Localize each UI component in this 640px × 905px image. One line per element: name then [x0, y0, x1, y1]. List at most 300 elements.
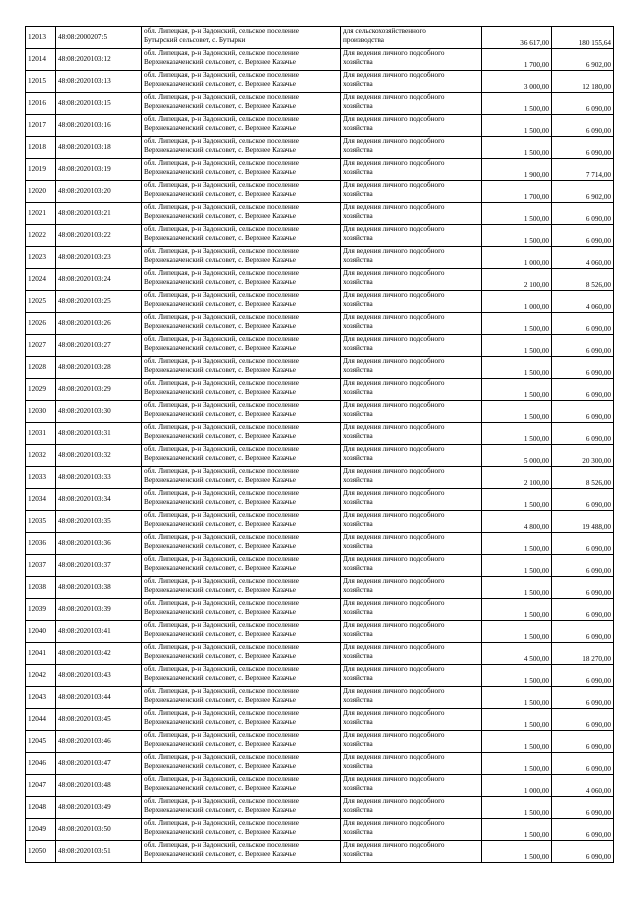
address-cell: [142, 225, 341, 247]
address-cell: [142, 335, 341, 357]
cadastral-number-cell: 48:08:2020103:25: [56, 291, 142, 313]
address-cell: [142, 181, 341, 203]
land-use-line-2: хозяйства: [343, 674, 373, 682]
row-number-cell: 12046: [26, 753, 56, 775]
area-cell: 4 800,00: [482, 511, 552, 533]
land-use-line-2: хозяйства: [343, 476, 373, 484]
address-cell: [142, 533, 341, 555]
row-number-cell: 12049: [26, 819, 56, 841]
cadastral-cost-cell: 18 270,00: [552, 643, 614, 665]
row-number-cell: 12013: [26, 27, 56, 49]
row-number-cell: 12026: [26, 313, 56, 335]
cadastral-number-cell: 48:08:2000207:5: [56, 27, 142, 49]
address-line-2: Верхнеказаченский сельсовет, с. Верхнее Казачье: [144, 828, 296, 836]
cadastral-cost-cell: 6 090,00: [552, 423, 614, 445]
area-cell: 1 000,00: [482, 291, 552, 313]
cadastral-cost-cell: 8 526,00: [552, 269, 614, 291]
address-cell: [142, 467, 341, 489]
address-cell: [142, 137, 341, 159]
cadastral-cost-cell: 6 090,00: [552, 93, 614, 115]
table-row: [26, 401, 614, 423]
area-cell: 1 500,00: [482, 577, 552, 599]
land-use-line-2: хозяйства: [343, 366, 373, 374]
address-line-2: Верхнеказаченский сельсовет, с. Верхнее Казачье: [144, 432, 296, 440]
cadastral-number-cell: 48:08:2020103:50: [56, 819, 142, 841]
land-use-line-2: хозяйства: [343, 806, 373, 814]
land-use-line-1: Для ведения личного подсобного: [343, 687, 445, 695]
cadastral-cost-cell: 6 090,00: [552, 797, 614, 819]
table-row: [26, 379, 614, 401]
table-row: [26, 555, 614, 577]
address-cell: [142, 313, 341, 335]
cadastral-number-cell: 48:08:2020103:36: [56, 533, 142, 555]
address-line-2: Верхнеказаченский сельсовет, с. Верхнее Казачье: [144, 58, 296, 66]
cadastral-cost-cell: 6 090,00: [552, 335, 614, 357]
cadastral-number-cell: 48:08:2020103:41: [56, 621, 142, 643]
cadastral-cost-cell: 180 155,64: [552, 27, 614, 49]
address-line-2: Бутырский сельсовет, с. Бутырки: [144, 36, 246, 44]
address-line-1: обл. Липецкая, р-н Задонский, сельское поселение: [144, 269, 299, 277]
table-row: [26, 313, 614, 335]
land-use-line-2: хозяйства: [343, 300, 373, 308]
land-use-cell: [341, 181, 482, 203]
cadastral-cost-cell: 6 090,00: [552, 555, 614, 577]
address-line-2: Верхнеказаченский сельсовет, с. Верхнее Казачье: [144, 784, 296, 792]
address-line-1: обл. Липецкая, р-н Задонский, сельское поселение: [144, 379, 299, 387]
cadastral-cost-cell: 4 060,00: [552, 775, 614, 797]
address-line-2: Верхнеказаченский сельсовет, с. Верхнее Казачье: [144, 278, 296, 286]
address-cell: [142, 599, 341, 621]
address-cell: [142, 247, 341, 269]
cadastral-number-cell: 48:08:2020103:19: [56, 159, 142, 181]
land-use-line-1: Для ведения личного подсобного: [343, 775, 445, 783]
land-use-cell: [341, 247, 482, 269]
area-cell: 1 500,00: [482, 489, 552, 511]
address-line-2: Верхнеказаченский сельсовет, с. Верхнее Казачье: [144, 256, 296, 264]
address-line-2: Верхнеказаченский сельсовет, с. Верхнее Казачье: [144, 344, 296, 352]
table-row: [26, 291, 614, 313]
table-row: [26, 49, 614, 71]
address-line-1: обл. Липецкая, р-н Задонский, сельское поселение: [144, 687, 299, 695]
address-line-2: Верхнеказаченский сельсовет, с. Верхнее Казачье: [144, 410, 296, 418]
area-cell: 1 500,00: [482, 379, 552, 401]
address-line-2: Верхнеказаченский сельсовет, с. Верхнее Казачье: [144, 696, 296, 704]
row-number-cell: 12014: [26, 49, 56, 71]
land-use-cell: [341, 27, 482, 49]
area-cell: 1 900,00: [482, 159, 552, 181]
land-use-cell: [341, 467, 482, 489]
land-use-line-2: хозяйства: [343, 80, 373, 88]
land-use-cell: [341, 269, 482, 291]
address-line-1: обл. Липецкая, р-н Задонский, сельское поселение: [144, 643, 299, 651]
cadastral-cost-cell: 6 090,00: [552, 753, 614, 775]
land-use-line-1: Для ведения личного подсобного: [343, 555, 445, 563]
cadastral-number-cell: 48:08:2020103:13: [56, 71, 142, 93]
address-line-2: Верхнеказаченский сельсовет, с. Верхнее Казачье: [144, 190, 296, 198]
area-cell: 36 617,00: [482, 27, 552, 49]
address-cell: [142, 819, 341, 841]
address-line-1: обл. Липецкая, р-н Задонский, сельское поселение: [144, 731, 299, 739]
land-use-cell: [341, 511, 482, 533]
address-line-1: обл. Липецкая, р-н Задонский, сельское поселение: [144, 797, 299, 805]
land-use-line-1: Для ведения личного подсобного: [343, 797, 445, 805]
land-use-line-1: Для ведения личного подсобного: [343, 533, 445, 541]
land-use-cell: [341, 621, 482, 643]
land-use-line-1: Для ведения личного подсобного: [343, 269, 445, 277]
table-row: [26, 203, 614, 225]
row-number-cell: 12019: [26, 159, 56, 181]
land-use-cell: [341, 687, 482, 709]
row-number-cell: 12043: [26, 687, 56, 709]
address-line-2: Верхнеказаченский сельсовет, с. Верхнее Казачье: [144, 586, 296, 594]
cadastral-number-cell: 48:08:2020103:15: [56, 93, 142, 115]
cadastral-cost-cell: 20 300,00: [552, 445, 614, 467]
cadastral-number-cell: 48:08:2020103:21: [56, 203, 142, 225]
address-line-2: Верхнеказаченский сельсовет, с. Верхнее Казачье: [144, 498, 296, 506]
address-line-2: Верхнеказаченский сельсовет, с. Верхнее Казачье: [144, 564, 296, 572]
land-use-cell: [341, 665, 482, 687]
cadastral-number-cell: 48:08:2020103:45: [56, 709, 142, 731]
land-use-line-2: хозяйства: [343, 234, 373, 242]
table-row: [26, 423, 614, 445]
land-use-line-2: хозяйства: [343, 190, 373, 198]
land-use-line-1: Для ведения личного подсобного: [343, 423, 445, 431]
address-cell: [142, 93, 341, 115]
table-row: [26, 247, 614, 269]
address-line-1: обл. Липецкая, р-н Задонский, сельское поселение: [144, 489, 299, 497]
land-use-cell: [341, 49, 482, 71]
land-use-line-1: Для ведения личного подсобного: [343, 709, 445, 717]
land-use-cell: [341, 797, 482, 819]
cadastral-number-cell: 48:08:2020103:42: [56, 643, 142, 665]
address-line-2: Верхнеказаченский сельсовет, с. Верхнее Казачье: [144, 652, 296, 660]
address-line-1: обл. Липецкая, р-н Задонский, сельское поселение: [144, 467, 299, 475]
land-use-line-1: Для ведения личного подсобного: [343, 731, 445, 739]
area-cell: 1 500,00: [482, 687, 552, 709]
land-use-cell: [341, 555, 482, 577]
table-row: [26, 599, 614, 621]
address-line-2: Верхнеказаченский сельсовет, с. Верхнее Казачье: [144, 322, 296, 330]
row-number-cell: 12036: [26, 533, 56, 555]
cadastral-cost-cell: 6 090,00: [552, 599, 614, 621]
row-number-cell: 12050: [26, 841, 56, 863]
land-use-line-1: Для ведения личного подсобного: [343, 137, 445, 145]
row-number-cell: 12047: [26, 775, 56, 797]
address-line-2: Верхнеказаченский сельсовет, с. Верхнее Казачье: [144, 168, 296, 176]
land-use-line-1: Для ведения личного подсобного: [343, 247, 445, 255]
land-use-line-1: Для ведения личного подсобного: [343, 379, 445, 387]
address-line-1: обл. Липецкая, р-н Задонский, сельское поселение: [144, 335, 299, 343]
address-line-2: Верхнеказаченский сельсовет, с. Верхнее Казачье: [144, 630, 296, 638]
land-use-cell: [341, 533, 482, 555]
cadastral-cost-cell: 7 714,00: [552, 159, 614, 181]
table-row: [26, 687, 614, 709]
address-line-2: Верхнеказаченский сельсовет, с. Верхнее Казачье: [144, 806, 296, 814]
row-number-cell: 12028: [26, 357, 56, 379]
address-line-1: обл. Липецкая, р-н Задонский, сельское поселение: [144, 709, 299, 717]
cadastral-cost-cell: 4 060,00: [552, 291, 614, 313]
land-use-cell: [341, 335, 482, 357]
address-line-1: обл. Липецкая, р-н Задонский, сельское поселение: [144, 577, 299, 585]
land-use-cell: [341, 709, 482, 731]
cadastral-cost-cell: 6 090,00: [552, 379, 614, 401]
address-line-1: обл. Липецкая, р-н Задонский, сельское поселение: [144, 665, 299, 673]
address-line-1: обл. Липецкая, р-н Задонский, сельское поселение: [144, 511, 299, 519]
area-cell: 1 500,00: [482, 665, 552, 687]
cadastral-cost-cell: 12 180,00: [552, 71, 614, 93]
address-line-1: обл. Липецкая, р-н Задонский, сельское поселение: [144, 49, 299, 57]
land-use-line-2: хозяйства: [343, 498, 373, 506]
address-line-2: Верхнеказаченский сельсовет, с. Верхнее Казачье: [144, 80, 296, 88]
table-row: [26, 511, 614, 533]
area-cell: 1 500,00: [482, 819, 552, 841]
land-use-line-2: хозяйства: [343, 630, 373, 638]
cadastral-number-cell: 48:08:2020103:24: [56, 269, 142, 291]
cadastral-cost-cell: 8 526,00: [552, 467, 614, 489]
address-cell: [142, 753, 341, 775]
row-number-cell: 12039: [26, 599, 56, 621]
area-cell: 4 500,00: [482, 643, 552, 665]
address-line-1: обл. Липецкая, р-н Задонский, сельское поселение: [144, 753, 299, 761]
area-cell: 1 500,00: [482, 797, 552, 819]
address-line-2: Верхнеказаченский сельсовет, с. Верхнее Казачье: [144, 102, 296, 110]
address-line-2: Верхнеказаченский сельсовет, с. Верхнее Казачье: [144, 718, 296, 726]
row-number-cell: 12041: [26, 643, 56, 665]
land-use-line-2: хозяйства: [343, 322, 373, 330]
area-cell: 1 500,00: [482, 225, 552, 247]
table-row: [26, 709, 614, 731]
land-use-line-1: Для ведения личного подсобного: [343, 819, 445, 827]
table-row: [26, 137, 614, 159]
cadastral-number-cell: 48:08:2020103:33: [56, 467, 142, 489]
table-row: [26, 93, 614, 115]
address-cell: [142, 709, 341, 731]
land-use-line-2: хозяйства: [343, 850, 373, 858]
address-line-1: обл. Липецкая, р-н Задонский, сельское поселение: [144, 71, 299, 79]
address-cell: [142, 71, 341, 93]
land-use-cell: [341, 225, 482, 247]
row-number-cell: 12021: [26, 203, 56, 225]
row-number-cell: 12037: [26, 555, 56, 577]
land-use-line-2: хозяйства: [343, 388, 373, 396]
cadastral-cost-cell: 6 090,00: [552, 313, 614, 335]
land-use-line-2: хозяйства: [343, 124, 373, 132]
area-cell: 1 000,00: [482, 775, 552, 797]
land-use-line-2: хозяйства: [343, 762, 373, 770]
land-use-cell: [341, 819, 482, 841]
address-line-1: обл. Липецкая, р-н Задонский, сельское поселение: [144, 401, 299, 409]
cadastral-cost-cell: 6 902,00: [552, 49, 614, 71]
area-cell: 1 500,00: [482, 555, 552, 577]
address-line-1: обл. Липецкая, р-н Задонский, сельское поселение: [144, 247, 299, 255]
area-cell: 3 000,00: [482, 71, 552, 93]
address-cell: [142, 841, 341, 863]
land-use-cell: [341, 401, 482, 423]
land-use-line-1: Для ведения личного подсобного: [343, 753, 445, 761]
table-row: [26, 27, 614, 49]
land-registry-table: [25, 26, 614, 863]
area-cell: 1 700,00: [482, 181, 552, 203]
land-use-cell: [341, 599, 482, 621]
table-row: [26, 335, 614, 357]
land-use-line-2: хозяйства: [343, 344, 373, 352]
cadastral-cost-cell: 6 090,00: [552, 203, 614, 225]
land-use-line-2: хозяйства: [343, 542, 373, 550]
land-use-line-1: Для ведения личного подсобного: [343, 225, 445, 233]
address-line-2: Верхнеказаченский сельсовет, с. Верхнее Казачье: [144, 608, 296, 616]
area-cell: 1 500,00: [482, 599, 552, 621]
area-cell: 1 500,00: [482, 401, 552, 423]
row-number-cell: 12022: [26, 225, 56, 247]
cadastral-number-cell: 48:08:2020103:29: [56, 379, 142, 401]
cadastral-number-cell: 48:08:2020103:34: [56, 489, 142, 511]
area-cell: 2 100,00: [482, 269, 552, 291]
cadastral-cost-cell: 6 090,00: [552, 709, 614, 731]
land-use-line-2: хозяйства: [343, 212, 373, 220]
table-row: [26, 819, 614, 841]
land-use-line-2: хозяйства: [343, 102, 373, 110]
cadastral-cost-cell: 6 090,00: [552, 137, 614, 159]
cadastral-number-cell: 48:08:2020103:20: [56, 181, 142, 203]
area-cell: 1 500,00: [482, 533, 552, 555]
table-row: [26, 115, 614, 137]
address-cell: [142, 775, 341, 797]
table-row: [26, 577, 614, 599]
table-row: [26, 797, 614, 819]
table-row: [26, 71, 614, 93]
cadastral-number-cell: 48:08:2020103:32: [56, 445, 142, 467]
address-cell: [142, 27, 341, 49]
table-row: [26, 731, 614, 753]
land-use-line-1: Для ведения личного подсобного: [343, 665, 445, 673]
land-use-line-1: Для ведения личного подсобного: [343, 71, 445, 79]
address-cell: [142, 379, 341, 401]
land-use-line-1: Для ведения личного подсобного: [343, 489, 445, 497]
table-row: [26, 225, 614, 247]
table-row: [26, 269, 614, 291]
row-number-cell: 12040: [26, 621, 56, 643]
cadastral-number-cell: 48:08:2020103:51: [56, 841, 142, 863]
land-use-cell: [341, 775, 482, 797]
address-cell: [142, 797, 341, 819]
cadastral-cost-cell: 19 488,00: [552, 511, 614, 533]
row-number-cell: 12038: [26, 577, 56, 599]
land-use-line-1: Для ведения личного подсобного: [343, 49, 445, 57]
row-number-cell: 12018: [26, 137, 56, 159]
cadastral-number-cell: 48:08:2020103:35: [56, 511, 142, 533]
address-line-2: Верхнеказаченский сельсовет, с. Верхнее Казачье: [144, 234, 296, 242]
cadastral-number-cell: 48:08:2020103:16: [56, 115, 142, 137]
address-line-1: обл. Липецкая, р-н Задонский, сельское поселение: [144, 819, 299, 827]
land-use-line-2: хозяйства: [343, 696, 373, 704]
land-use-cell: [341, 841, 482, 863]
land-use-line-2: хозяйства: [343, 256, 373, 264]
area-cell: 5 000,00: [482, 445, 552, 467]
land-use-line-1: Для ведения личного подсобного: [343, 511, 445, 519]
cadastral-cost-cell: 6 902,00: [552, 181, 614, 203]
address-cell: [142, 423, 341, 445]
cadastral-number-cell: 48:08:2020103:44: [56, 687, 142, 709]
cadastral-cost-cell: 6 090,00: [552, 819, 614, 841]
address-line-1: обл. Липецкая, р-н Задонский, сельское поселение: [144, 621, 299, 629]
cadastral-number-cell: 48:08:2020103:30: [56, 401, 142, 423]
address-cell: [142, 357, 341, 379]
area-cell: 1 500,00: [482, 621, 552, 643]
land-use-line-1: Для ведения личного подсобного: [343, 577, 445, 585]
land-use-line-1: Для ведения личного подсобного: [343, 643, 445, 651]
land-use-line-2: хозяйства: [343, 454, 373, 462]
address-line-2: Верхнеказаченский сельсовет, с. Верхнее Казачье: [144, 520, 296, 528]
land-use-line-2: хозяйства: [343, 652, 373, 660]
address-cell: [142, 445, 341, 467]
cadastral-cost-cell: 6 090,00: [552, 687, 614, 709]
table-row: [26, 533, 614, 555]
address-line-1: обл. Липецкая, р-н Задонский, сельское поселение: [144, 93, 299, 101]
address-cell: [142, 577, 341, 599]
land-use-cell: [341, 577, 482, 599]
land-use-line-1: Для ведения личного подсобного: [343, 401, 445, 409]
address-line-2: Верхнеказаченский сельсовет, с. Верхнее Казачье: [144, 300, 296, 308]
land-use-line-1: Для ведения личного подсобного: [343, 621, 445, 629]
land-use-line-2: хозяйства: [343, 520, 373, 528]
address-line-2: Верхнеказаченский сельсовет, с. Верхнее Казачье: [144, 850, 296, 858]
address-line-2: Верхнеказаченский сельсовет, с. Верхнее Казачье: [144, 212, 296, 220]
cadastral-cost-cell: 6 090,00: [552, 665, 614, 687]
cadastral-cost-cell: 6 090,00: [552, 357, 614, 379]
address-cell: [142, 643, 341, 665]
land-use-line-1: Для ведения личного подсобного: [343, 313, 445, 321]
land-use-line-1: Для ведения личного подсобного: [343, 115, 445, 123]
row-number-cell: 12027: [26, 335, 56, 357]
cadastral-number-cell: 48:08:2020103:48: [56, 775, 142, 797]
land-use-cell: [341, 379, 482, 401]
cadastral-cost-cell: 6 090,00: [552, 401, 614, 423]
address-line-2: Верхнеказаченский сельсовет, с. Верхнее Казачье: [144, 454, 296, 462]
table-row: [26, 159, 614, 181]
land-use-line-1: для сельскохозяйственного: [343, 27, 426, 35]
area-cell: 1 500,00: [482, 841, 552, 863]
table-row: [26, 445, 614, 467]
cadastral-number-cell: 48:08:2020103:46: [56, 731, 142, 753]
area-cell: 1 500,00: [482, 137, 552, 159]
address-cell: [142, 731, 341, 753]
cadastral-number-cell: 48:08:2020103:18: [56, 137, 142, 159]
area-cell: 1 500,00: [482, 115, 552, 137]
land-use-line-2: хозяйства: [343, 410, 373, 418]
address-line-1: обл. Липецкая, р-н Задонский, сельское поселение: [144, 533, 299, 541]
address-cell: [142, 159, 341, 181]
address-line-2: Верхнеказаченский сельсовет, с. Верхнее Казачье: [144, 146, 296, 154]
area-cell: 1 700,00: [482, 49, 552, 71]
cadastral-number-cell: 48:08:2020103:12: [56, 49, 142, 71]
address-line-2: Верхнеказаченский сельсовет, с. Верхнее Казачье: [144, 388, 296, 396]
land-use-cell: [341, 291, 482, 313]
table-row: [26, 621, 614, 643]
address-cell: [142, 115, 341, 137]
land-use-line-1: Для ведения личного подсобного: [343, 599, 445, 607]
row-number-cell: 12025: [26, 291, 56, 313]
land-use-line-1: Для ведения личного подсобного: [343, 181, 445, 189]
land-use-cell: [341, 137, 482, 159]
cadastral-number-cell: 48:08:2020103:22: [56, 225, 142, 247]
table-row: [26, 489, 614, 511]
table-row: [26, 467, 614, 489]
land-use-cell: [341, 489, 482, 511]
land-use-line-1: Для ведения личного подсобного: [343, 357, 445, 365]
land-use-line-2: хозяйства: [343, 784, 373, 792]
area-cell: 1 000,00: [482, 247, 552, 269]
land-use-line-2: хозяйства: [343, 586, 373, 594]
